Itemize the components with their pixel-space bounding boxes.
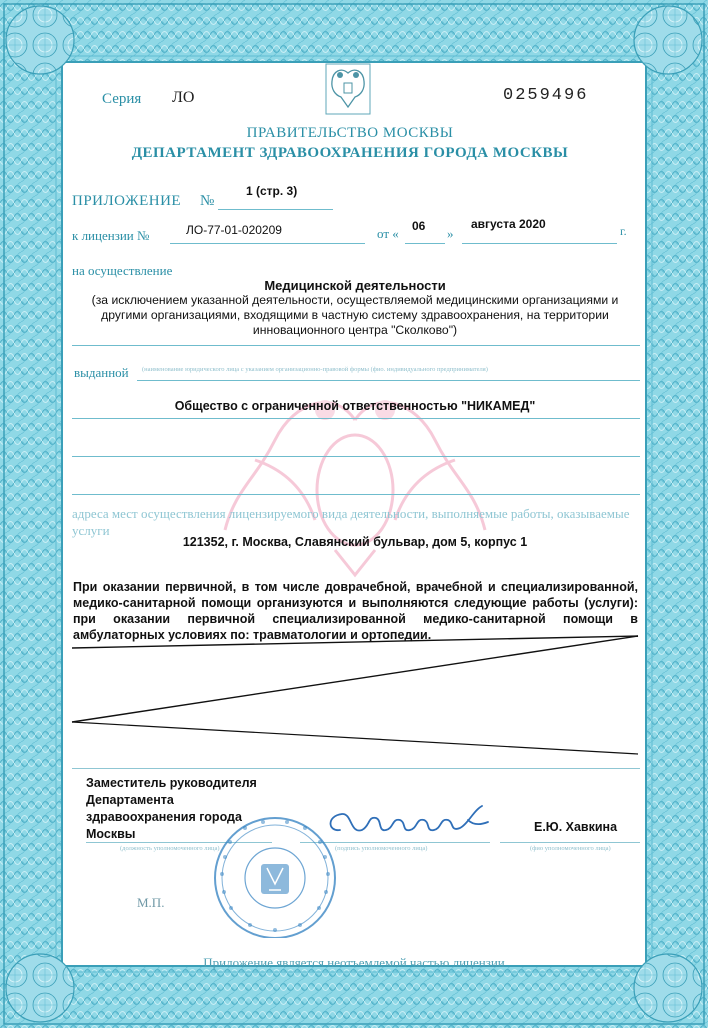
issued-line-1 [137, 380, 640, 381]
services-text: При оказании первичной, в том числе доврачебной, врачебной и специализированной, медико-санитарной помощи организуются и выполняются следующие работы (услуги): при оказании первичной специализированной медико-санитарной помощи в амбулаторных условиях по: травматологии и ортопедии. [73, 580, 638, 642]
license-month-line [462, 243, 617, 244]
license-day: 06 [412, 219, 426, 233]
caption-position: (должность уполномоченного лица) [120, 845, 220, 852]
appendix-label: ПРИЛОЖЕНИЕ [72, 193, 182, 209]
series-label: Серия [102, 91, 142, 107]
position-line-3: здравоохранения города [86, 810, 242, 824]
name-line [500, 842, 640, 843]
license-day-line [405, 243, 445, 244]
issued-caption: (наименование юридического лица с указанием организационно-правовой формы (фио. индивидуального предпринимателя) [142, 366, 488, 373]
activity-description: (за исключением указанной деятельности, осуществляемой медицинскими организациями и другими организациями, входящими в частную систему здравоохранения, на территории инновационного центра "Сколково") [91, 293, 619, 337]
handwritten-signature [318, 800, 500, 848]
license-month-year: августа 2020 [471, 217, 546, 231]
unused-space-z-line [70, 630, 642, 760]
footer-note: Приложение является неотъемлемой частью лицензии [203, 955, 505, 970]
license-from-label: от « [377, 226, 399, 241]
caption-signature: (подпись уполномоченного лица) [335, 845, 428, 852]
form-number: 0259496 [503, 86, 589, 105]
issued-label: выданной [74, 365, 129, 380]
government-title: ПРАВИТЕЛЬСТВО МОСКВЫ [246, 125, 454, 141]
seal-place-label: М.П. [137, 895, 165, 910]
blank-line [72, 768, 640, 769]
license-number: ЛО-77-01-020209 [186, 223, 282, 237]
license-prefix: к лицензии № [72, 228, 150, 243]
organization-name: Общество с ограниченной ответственностью "НИКАМЕД" [174, 399, 536, 413]
activity-title: Медицинской деятельности [264, 278, 446, 293]
license-close-quote: » [447, 226, 454, 241]
position-line-2: Департамента [86, 793, 174, 807]
appendix-number-sign: № [200, 193, 215, 209]
address: 121352, г. Москва, Славянский бульвар, дом 5, корпус 1 [182, 535, 528, 549]
issued-line-3 [72, 456, 640, 457]
position-line-4: Москвы [86, 827, 136, 841]
license-year-suffix: г. [620, 224, 627, 238]
appendix-number-value: 1 (стр. 3) [246, 184, 298, 198]
license-number-line [170, 243, 365, 244]
department-title: ДЕПАРТАМЕНТ ЗДРАВООХРАНЕНИЯ ГОРОДА МОСКВЫ [131, 145, 569, 161]
addresses-label: адреса мест осуществления лицензируемого вида деятельности, выполняемые работы, оказываемые услуги [72, 506, 630, 538]
caption-name: (фио уполномоченного лица) [530, 845, 611, 852]
position-line-1: Заместитель руководителя [86, 776, 257, 790]
double-headed-eagle-icon [323, 61, 373, 117]
issued-line-2 [72, 418, 640, 419]
appendix-number-line [218, 209, 333, 210]
activity-label: на осуществление [72, 263, 173, 278]
signatory-name: Е.Ю. Хавкина [534, 820, 618, 834]
activity-line [72, 345, 640, 346]
issued-line-4 [72, 494, 640, 495]
series-value: ЛО [172, 89, 195, 106]
